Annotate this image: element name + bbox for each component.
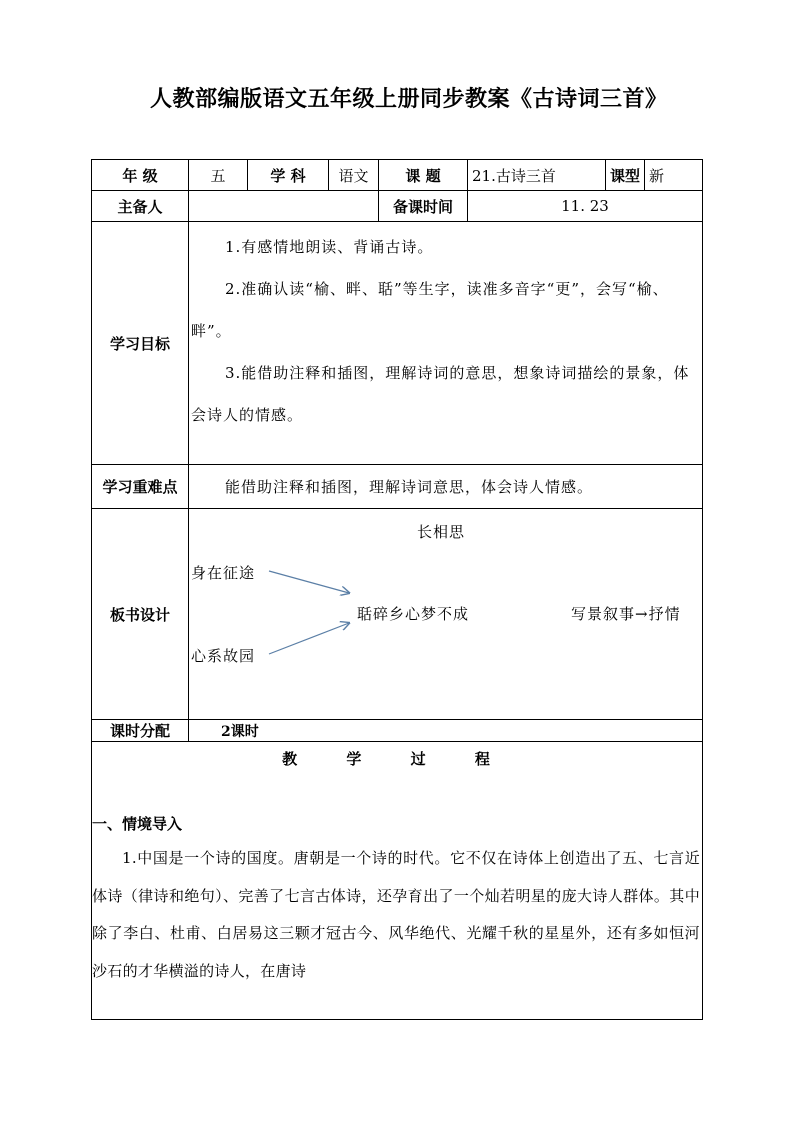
schedule-value: 2课时 <box>189 720 703 742</box>
board-arrows <box>189 509 702 719</box>
board-row <box>92 509 703 720</box>
goals-label: 学习目标 <box>92 222 189 465</box>
goal-item: 1.有感情地朗读、背诵古诗。 <box>225 238 434 256</box>
subject-label: 学 科 <box>248 160 329 191</box>
arrow-top <box>269 571 349 593</box>
preparer-label: 主备人 <box>92 191 189 222</box>
header-row <box>92 160 703 191</box>
type-value: 新 <box>645 160 703 191</box>
board-label: 板书设计 <box>92 509 189 720</box>
grade-label: 年 级 <box>92 160 189 191</box>
prep-time-value: 11. 23 <box>468 191 703 222</box>
goals-row <box>92 222 703 465</box>
process-heading: 教 学 过 程 <box>92 742 703 774</box>
board-heading: 长相思 <box>417 523 466 541</box>
goal-item: 3.能借助注释和插图，理解诗词的意思，想象诗词描绘的景象，体会诗人的情感。 <box>191 364 690 424</box>
key-points-text: 能借助注释和插图，理解诗词意思，体会诗人情感。 <box>189 465 703 509</box>
schedule-label: 课时分配 <box>92 720 189 742</box>
grade-value: 五 <box>189 160 248 191</box>
subject-value: 语文 <box>329 160 379 191</box>
preparer-value <box>189 191 379 222</box>
key-points-label: 学习重难点 <box>92 465 189 509</box>
preparer-row <box>92 191 703 222</box>
schedule-row <box>92 720 703 742</box>
key-points-row <box>92 465 703 509</box>
topic-value: 21.古诗三首 <box>468 160 606 191</box>
type-label: 课型 <box>606 160 645 191</box>
goal-item: 2.准确认读“榆、畔、聒”等生字，读准多音字“更”，会写“榆、畔”。 <box>191 280 669 340</box>
board-content <box>189 509 703 720</box>
document-title: 人教部编版语文五年级上册同步教案《古诗词三首》 <box>150 86 668 112</box>
section-title: 一、情境导入 <box>92 815 183 833</box>
board-diagram <box>189 509 702 719</box>
arrow-bottom <box>269 623 349 654</box>
topic-label: 课 题 <box>379 160 468 191</box>
board-center: 聒碎乡心梦不成 <box>357 605 470 623</box>
lesson-plan-table <box>91 159 703 1020</box>
board-right: 写景叙事→抒情 <box>571 605 681 623</box>
process-content <box>92 773 703 1019</box>
process-row <box>92 773 703 1019</box>
process-heading-row <box>92 742 703 774</box>
board-left-top: 身在征途 <box>191 564 256 582</box>
goals-content <box>189 222 703 465</box>
board-left-bottom: 心系故园 <box>191 647 256 665</box>
process-paragraph: 1.中国是一个诗的国度。唐朝是一个诗的时代。它不仅在诗体上创造出了五、七言近体诗（律诗和绝句）、完善了七言古体诗，还孕育出了一个灿若明星的庞大诗人群体。其中除了李白、杜甫、白居易这三颗才冠古今、风华绝代、光耀千秋的星星外，还有多如恒河沙石的才华横溢的诗人，在唐诗 <box>92 849 700 980</box>
prep-time-label: 备课时间 <box>379 191 468 222</box>
